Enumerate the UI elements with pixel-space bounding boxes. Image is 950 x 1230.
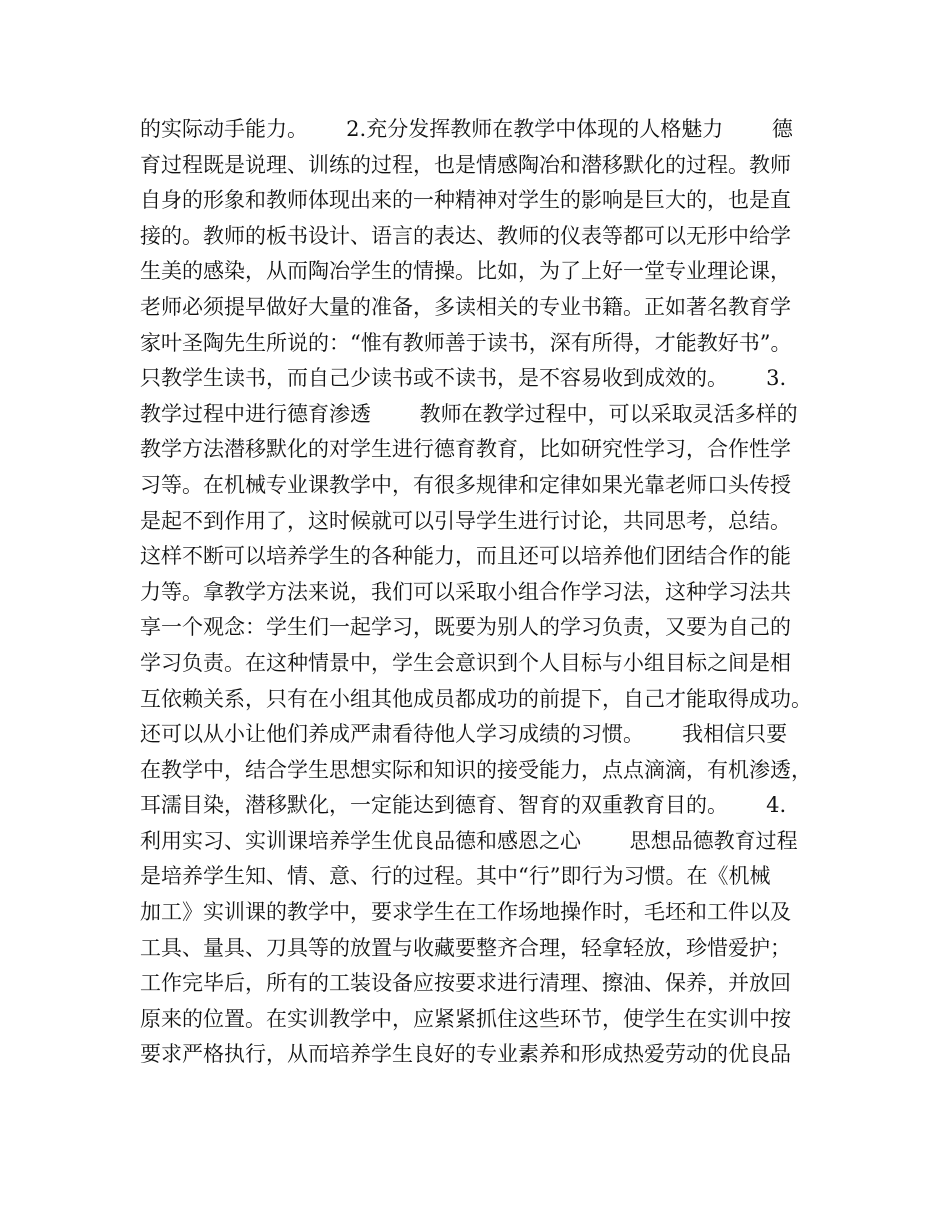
text-line: 耳濡目染，潜移默化，一定能达到德育、智育的双重教育目的。 4.	[140, 793, 787, 818]
text-line: 要求严格执行，从而培养学生良好的专业素养和形成热爱劳动的优良品	[140, 1042, 791, 1067]
text-line: 家叶圣陶先生所说的：“惟有教师善于读书，深有所得，才能教好书”。	[140, 330, 792, 355]
text-line: 互依赖关系，只有在小组其他成员都成功的前提下，自己才能取得成功。	[140, 686, 812, 711]
text-line: 教学过程中进行德育渗透 教师在教学过程中，可以采取灵活多样的	[140, 401, 798, 426]
text-line: 生美的感染，从而陶冶学生的情操。比如，为了上好一堂专业理论课，	[140, 259, 791, 284]
text-line: 力等。拿教学方法来说，我们可以采取小组合作学习法，这种学习法共	[140, 579, 791, 604]
text-line: 的实际动手能力。 2.充分发挥教师在教学中体现的人格魅力 德	[140, 117, 793, 141]
text-line: 在教学中，结合学生思想实际和知识的接受能力，点点滴滴，有机渗透，	[140, 757, 812, 782]
text-line: 是培养学生知、情、意、行的过程。其中“行”即行为习惯。在《机械	[140, 864, 771, 889]
text-line: 工具、量具、刀具等的放置与收藏要整齐合理，轻拿轻放，珍惜爱护；	[140, 935, 791, 960]
text-line: 学习负责。在这种情景中，学生会意识到个人目标与小组目标之间是相	[140, 650, 791, 675]
text-line: 习等。在机械专业课教学中，有很多规律和定律如果光靠老师口头传授	[140, 472, 791, 497]
text-line: 是起不到作用了，这时候就可以引导学生进行讨论，共同思考，总结。	[140, 508, 791, 533]
text-line: 只教学生读书，而自己少读书或不读书，是不容易收到成效的。 3.	[140, 366, 787, 391]
text-line: 教学方法潜移默化的对学生进行德育教育，比如研究性学习，合作性学	[140, 437, 791, 462]
text-line: 利用实习、实训课培养学生优良品德和感恩之心 思想品德教育过程	[140, 828, 798, 853]
text-line: 育过程既是说理、训练的过程，也是情感陶冶和潜移默化的过程。教师	[140, 152, 791, 177]
text-line: 这样不断可以培养学生的各种能力，而且还可以培养他们团结合作的能	[140, 544, 791, 569]
text-line: 还可以从小让他们养成严肃看待他人学习成绩的习惯。 我相信只要	[140, 722, 788, 747]
text-line: 自身的形象和教师体现出来的一种精神对学生的影响是巨大的，也是直	[140, 188, 791, 213]
text-line: 享一个观念：学生们一起学习，既要为别人的学习负责，又要为自己的	[140, 615, 791, 640]
body-text	[140, 112, 830, 1073]
text-line: 老师必须提早做好大量的准备，多读相关的专业书籍。正如著名教育学	[140, 294, 791, 319]
text-line: 原来的位置。在实训教学中，应紧紧抓住这些环节，使学生在实训中按	[140, 1006, 791, 1031]
text-line: 加工》实训课的教学中，要求学生在工作场地操作时，毛坯和工件以及	[140, 900, 791, 925]
text-line: 工作完毕后，所有的工装设备应按要求进行清理、擦油、保养，并放回	[140, 971, 791, 996]
text-line: 接的。教师的板书设计、语言的表达、教师的仪表等都可以无形中给学	[140, 223, 791, 248]
